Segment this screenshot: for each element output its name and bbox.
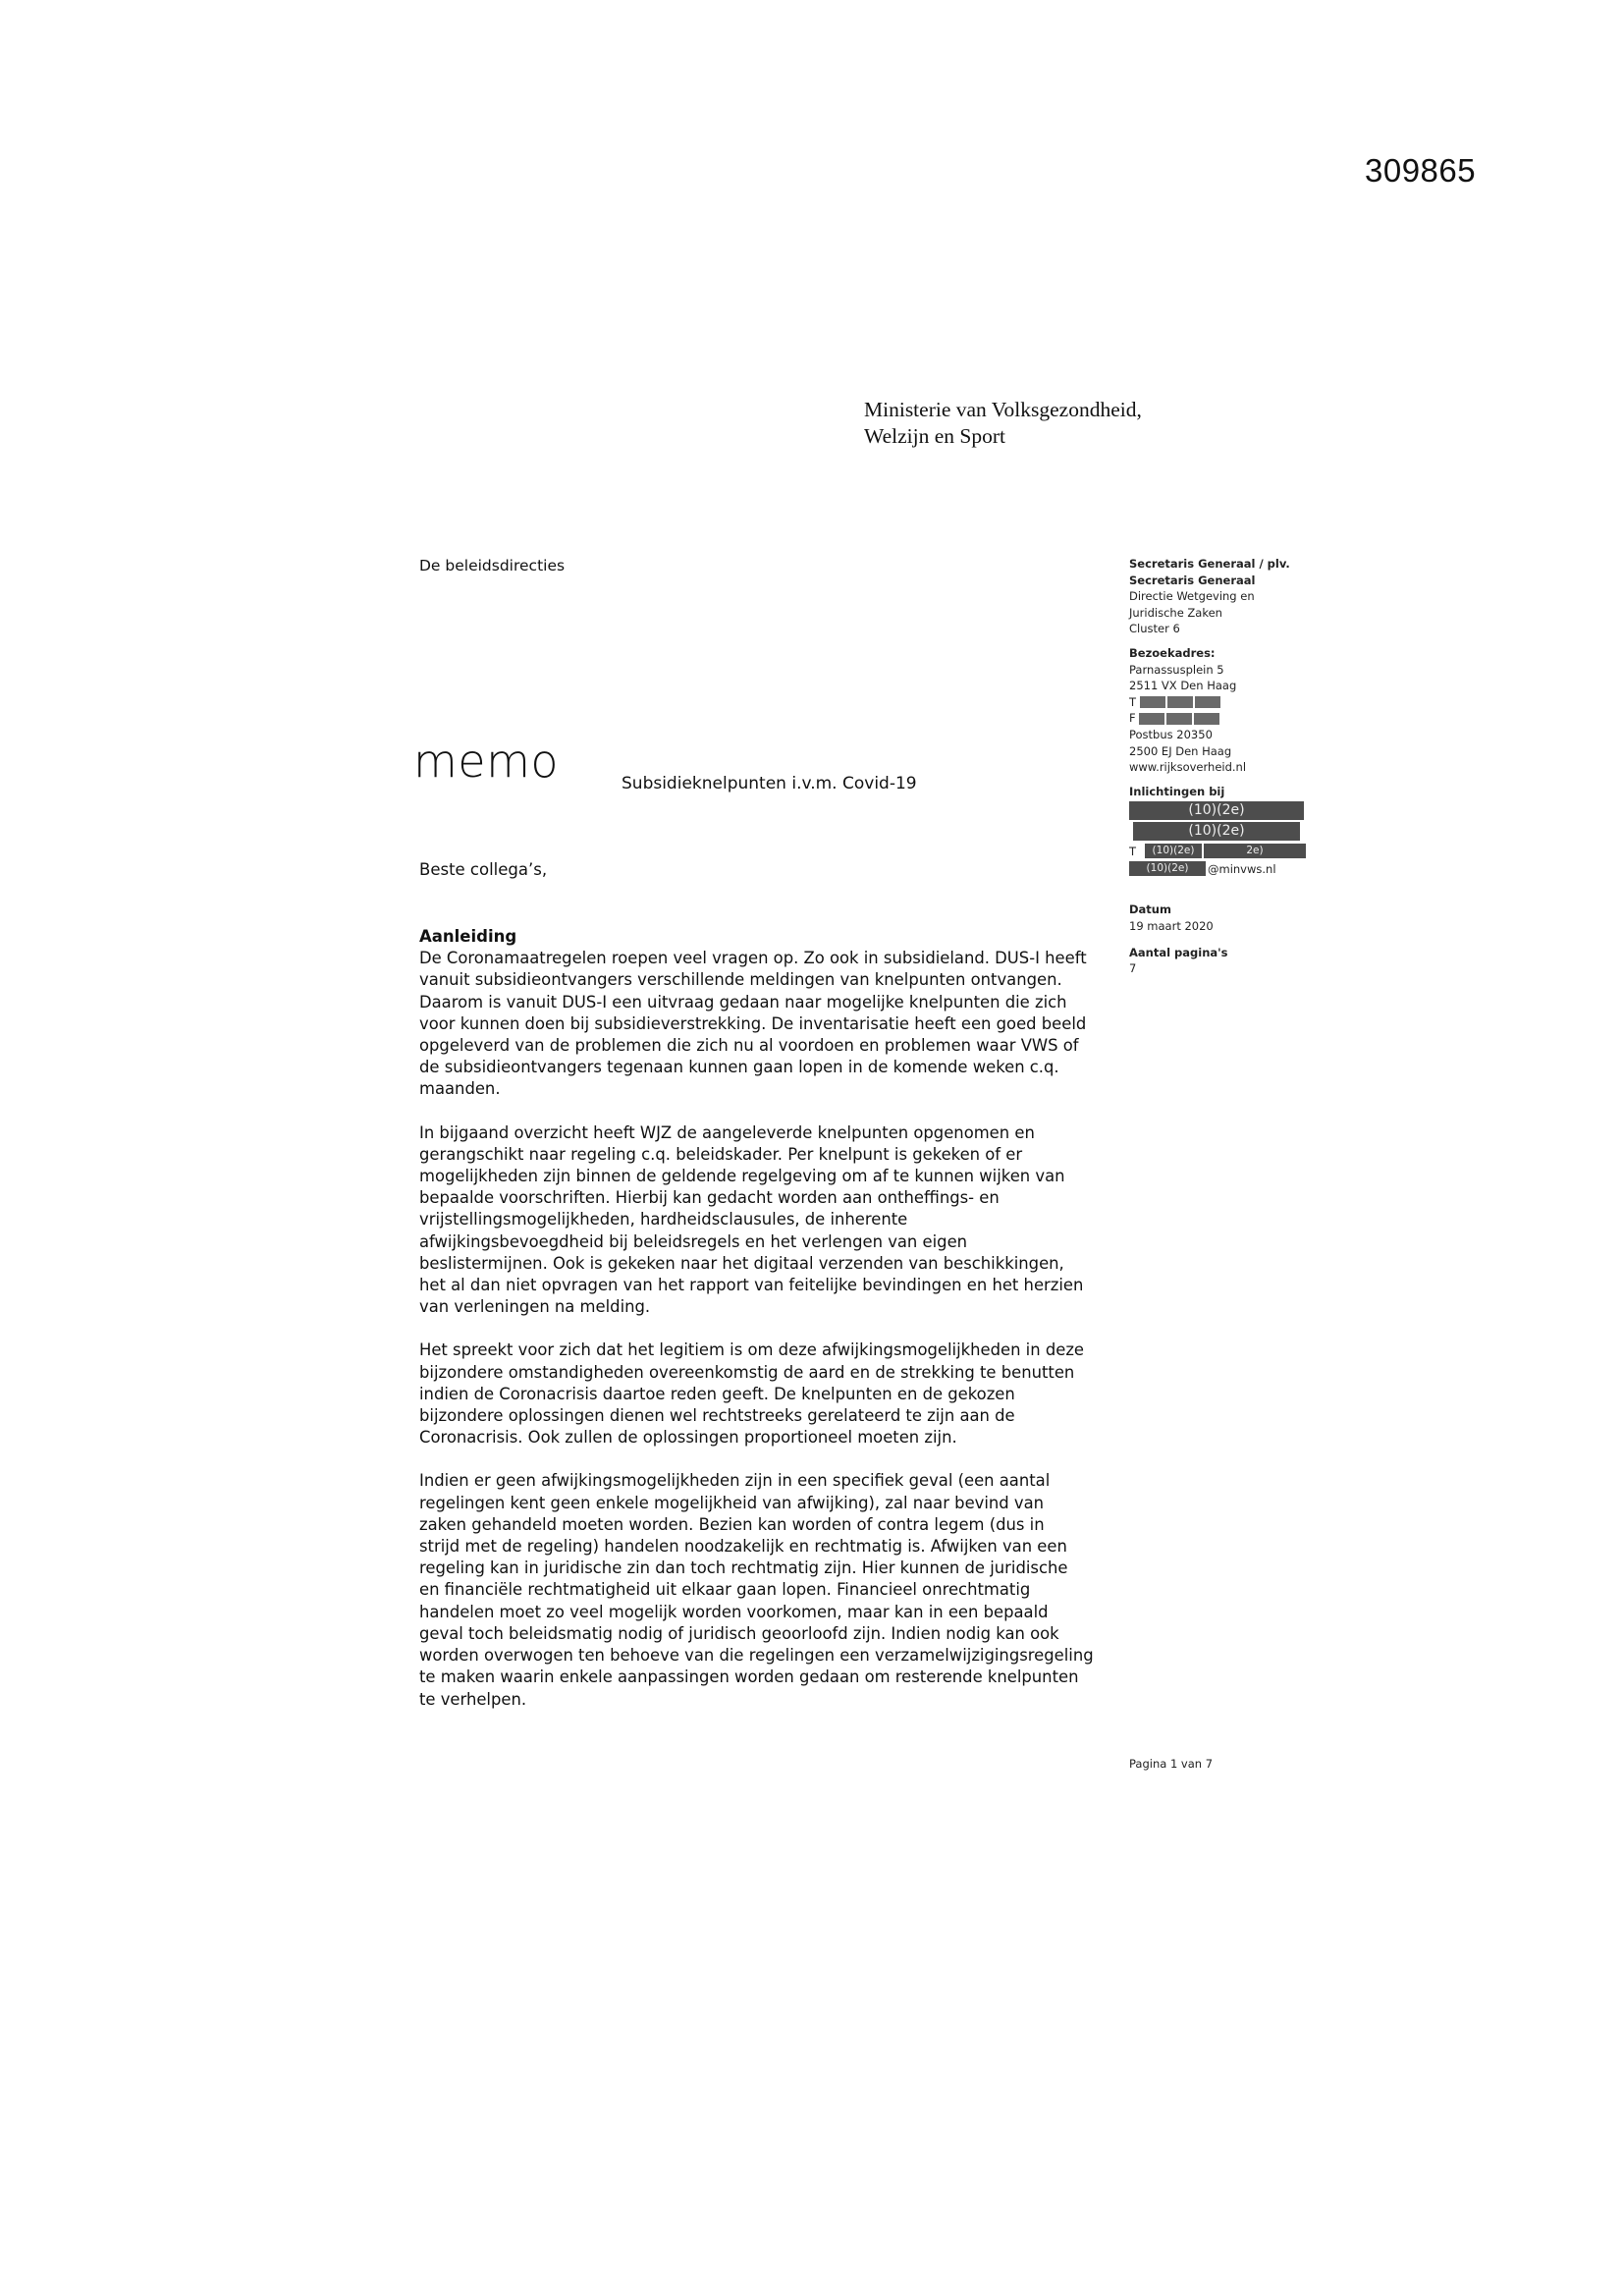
- date-value: 19 maart 2020: [1129, 918, 1214, 933]
- paragraph-line: mogelijkheden zijn binnen de geldende regelgeving om af te kunnen wijken van: [419, 1167, 1065, 1186]
- org-line-1: Secretaris Generaal / plv.: [1129, 557, 1290, 571]
- page-number: Pagina 1 van 7: [1129, 1757, 1214, 1771]
- paragraph-line: van verleningen na melding.: [419, 1297, 651, 1317]
- paragraph-line: gerangschikt naar regeling c.q. beleidskader. Per knelpunt is gekeken of er: [419, 1144, 1023, 1164]
- paragraph-line: opgeleverd van de problemen die zich nu al voordoen en problemen waar VWS of: [419, 1036, 1079, 1056]
- redacted-phone: 2e): [1204, 844, 1306, 858]
- paragraph-line: Coronacrisis. Ook zullen de oplossingen proportioneel moeten zijn.: [419, 1428, 957, 1448]
- paragraph-line: bijzondere oplossingen dienen wel rechtstreeks gerelateerd te zijn aan de: [419, 1406, 1015, 1426]
- redaction-box: [1194, 713, 1219, 725]
- paragraph-line: bijzondere omstandigheden overeenkomstig de aard en de strekking te benutten: [419, 1362, 1075, 1382]
- ministry-line-2: Welzijn en Sport: [864, 424, 1005, 448]
- visit-label: Bezoekadres:: [1129, 645, 1216, 660]
- postbus: Postbus 20350: [1129, 727, 1213, 741]
- paragraph-line: zaken gehandeld moeten worden. Bezien kan worden of contra legem (dus in: [419, 1514, 1045, 1534]
- redacted-contact-name: (10)(2e): [1133, 822, 1300, 841]
- redacted-contact-name: (10)(2e): [1129, 801, 1304, 820]
- paragraph-line: Daarom is vanuit DUS-I een uitvraag gedaan naar mogelijke knelpunten die zich: [419, 992, 1067, 1011]
- paragraph-line: te maken waarin enkele aanpassingen worden gedaan om resterende knelpunten: [419, 1667, 1079, 1687]
- paragraph-line: De Coronamaatregelen roepen veel vragen op. Zo ook in subsidieland. DUS-I heeft: [419, 949, 1087, 968]
- ministry-line-1: Ministerie van Volksgezondheid,: [864, 398, 1142, 421]
- cluster: Cluster 6: [1129, 622, 1180, 636]
- paragraph-line: maanden.: [419, 1079, 501, 1099]
- paragraph-line: de subsidieontvangers tegenaan kunnen gaan lopen in de komende weken c.q.: [419, 1058, 1059, 1077]
- paragraph-line: strijd met de regeling) handelen noodzakelijk en rechtmatig is. Afwijken van een: [419, 1537, 1067, 1557]
- pages-value: 7: [1129, 961, 1137, 976]
- date-label: Datum: [1129, 902, 1171, 917]
- paragraph-line: vrijstellingsmogelijkheden, hardheidsclausules, de inherente: [419, 1210, 908, 1230]
- paragraph-line: regelingen kent geen enkele mogelijkheid van afwijking), zal naar bevind van: [419, 1493, 1045, 1512]
- paragraph-line: vanuit subsidieontvangers verschillende meldingen van knelpunten ontvangen.: [419, 970, 1062, 990]
- salutation: Beste collega’s,: [419, 860, 548, 879]
- redaction-box: [1140, 696, 1165, 708]
- meta-block: [1129, 902, 1316, 976]
- memo-subject: Subsidieknelpunten i.v.m. Covid-19: [622, 774, 917, 793]
- city: 2511 VX Den Haag: [1129, 679, 1237, 693]
- recipient: De beleidsdirecties: [419, 557, 566, 574]
- paragraph-line: handelen moet zo veel mogelijk worden voorkomen, maar kan in een bepaald: [419, 1602, 1049, 1621]
- info-label: Inlichtingen bij: [1129, 784, 1225, 798]
- phone-row: [1129, 694, 1316, 711]
- paragraph-line: voor kunnen doen bij subsidieverstrekking. De inventarisatie heeft een goed beeld: [419, 1013, 1087, 1033]
- section-heading: Aanleiding: [419, 927, 517, 946]
- pages-label: Aantal pagina's: [1129, 945, 1228, 959]
- paragraph-line: geval toch beleidsmatig nodig of juridisch geoorloofd zijn. Indien nodig kan ook: [419, 1623, 1059, 1643]
- street: Parnassusplein 5: [1129, 662, 1224, 677]
- redacted-phone: (10)(2e): [1145, 844, 1202, 858]
- redaction-box: [1167, 696, 1193, 708]
- redaction-box: [1139, 713, 1164, 725]
- paragraph-line: te verhelpen.: [419, 1689, 527, 1709]
- email-domain: @minvws.nl: [1208, 862, 1276, 877]
- redaction-box: [1166, 713, 1192, 725]
- paragraph-line: regeling kan in juridische zin dan toch rechtmatig zijn. Hier kunnen de juridische: [419, 1558, 1068, 1578]
- paragraph-line: In bijgaand overzicht heeft WJZ de aangeleverde knelpunten opgenomen en: [419, 1122, 1035, 1142]
- ministry-name: [864, 397, 1142, 450]
- memo-body: [419, 926, 1116, 1732]
- dept-line-2: Juridische Zaken: [1129, 605, 1222, 620]
- sender-block: [1129, 556, 1316, 637]
- paragraph-1: [419, 948, 1116, 1100]
- paragraph-line: en financiële rechtmatigheid uit elkaar gaan lopen. Financieel onrechtmatig: [419, 1580, 1031, 1600]
- document-number: 309865: [1365, 152, 1477, 189]
- phone-prefix: T: [1129, 845, 1137, 859]
- redaction-box: [1195, 696, 1220, 708]
- paragraph-line: bepaalde voorschriften. Hierbij kan gedacht worden aan ontheffings- en: [419, 1188, 1000, 1208]
- memo-title: memo: [413, 735, 560, 788]
- paragraph-line: beslistermijnen. Ook is gekeken naar het digitaal verzenden van beschikkingen,: [419, 1253, 1064, 1273]
- paragraph-line: Het spreekt voor zich dat het legitiem is om deze afwijkingsmogelijkheden in deze: [419, 1340, 1085, 1360]
- paragraph-line: indien de Coronacrisis daartoe reden geeft. De knelpunten en de gekozen: [419, 1384, 1015, 1403]
- paragraph-3: [419, 1339, 1116, 1449]
- colophon-sidebar: [1129, 556, 1316, 985]
- contact-block: [1129, 784, 1316, 879]
- dept-line-1: Directie Wetgeving en: [1129, 589, 1255, 604]
- fax-prefix: F: [1129, 711, 1136, 726]
- paragraph-2: [419, 1122, 1116, 1319]
- paragraph-4: [419, 1470, 1116, 1710]
- org-line-2: Secretaris Generaal: [1129, 573, 1256, 587]
- paragraph-line: het al dan niet opvragen van het rapport van feitelijke bevindingen en het herzien: [419, 1276, 1084, 1295]
- phone-prefix: T: [1129, 694, 1137, 709]
- post-city: 2500 EJ Den Haag: [1129, 743, 1232, 758]
- fax-row: [1129, 710, 1316, 727]
- paragraph-line: afwijkingsbevoegdheid bij beleidsregels en het verlengen van eigen: [419, 1231, 968, 1251]
- address-block: [1129, 645, 1316, 776]
- paragraph-line: Indien er geen afwijkingsmogelijkheden zijn in een specifiek geval (een aantal: [419, 1471, 1051, 1491]
- paragraph-line: worden overwogen ten behoeve van die regelingen een verzamelwijzigingsregeling: [419, 1646, 1094, 1666]
- redacted-email: (10)(2e): [1129, 861, 1206, 876]
- website-link[interactable]: www.rijksoverheid.nl: [1129, 760, 1247, 775]
